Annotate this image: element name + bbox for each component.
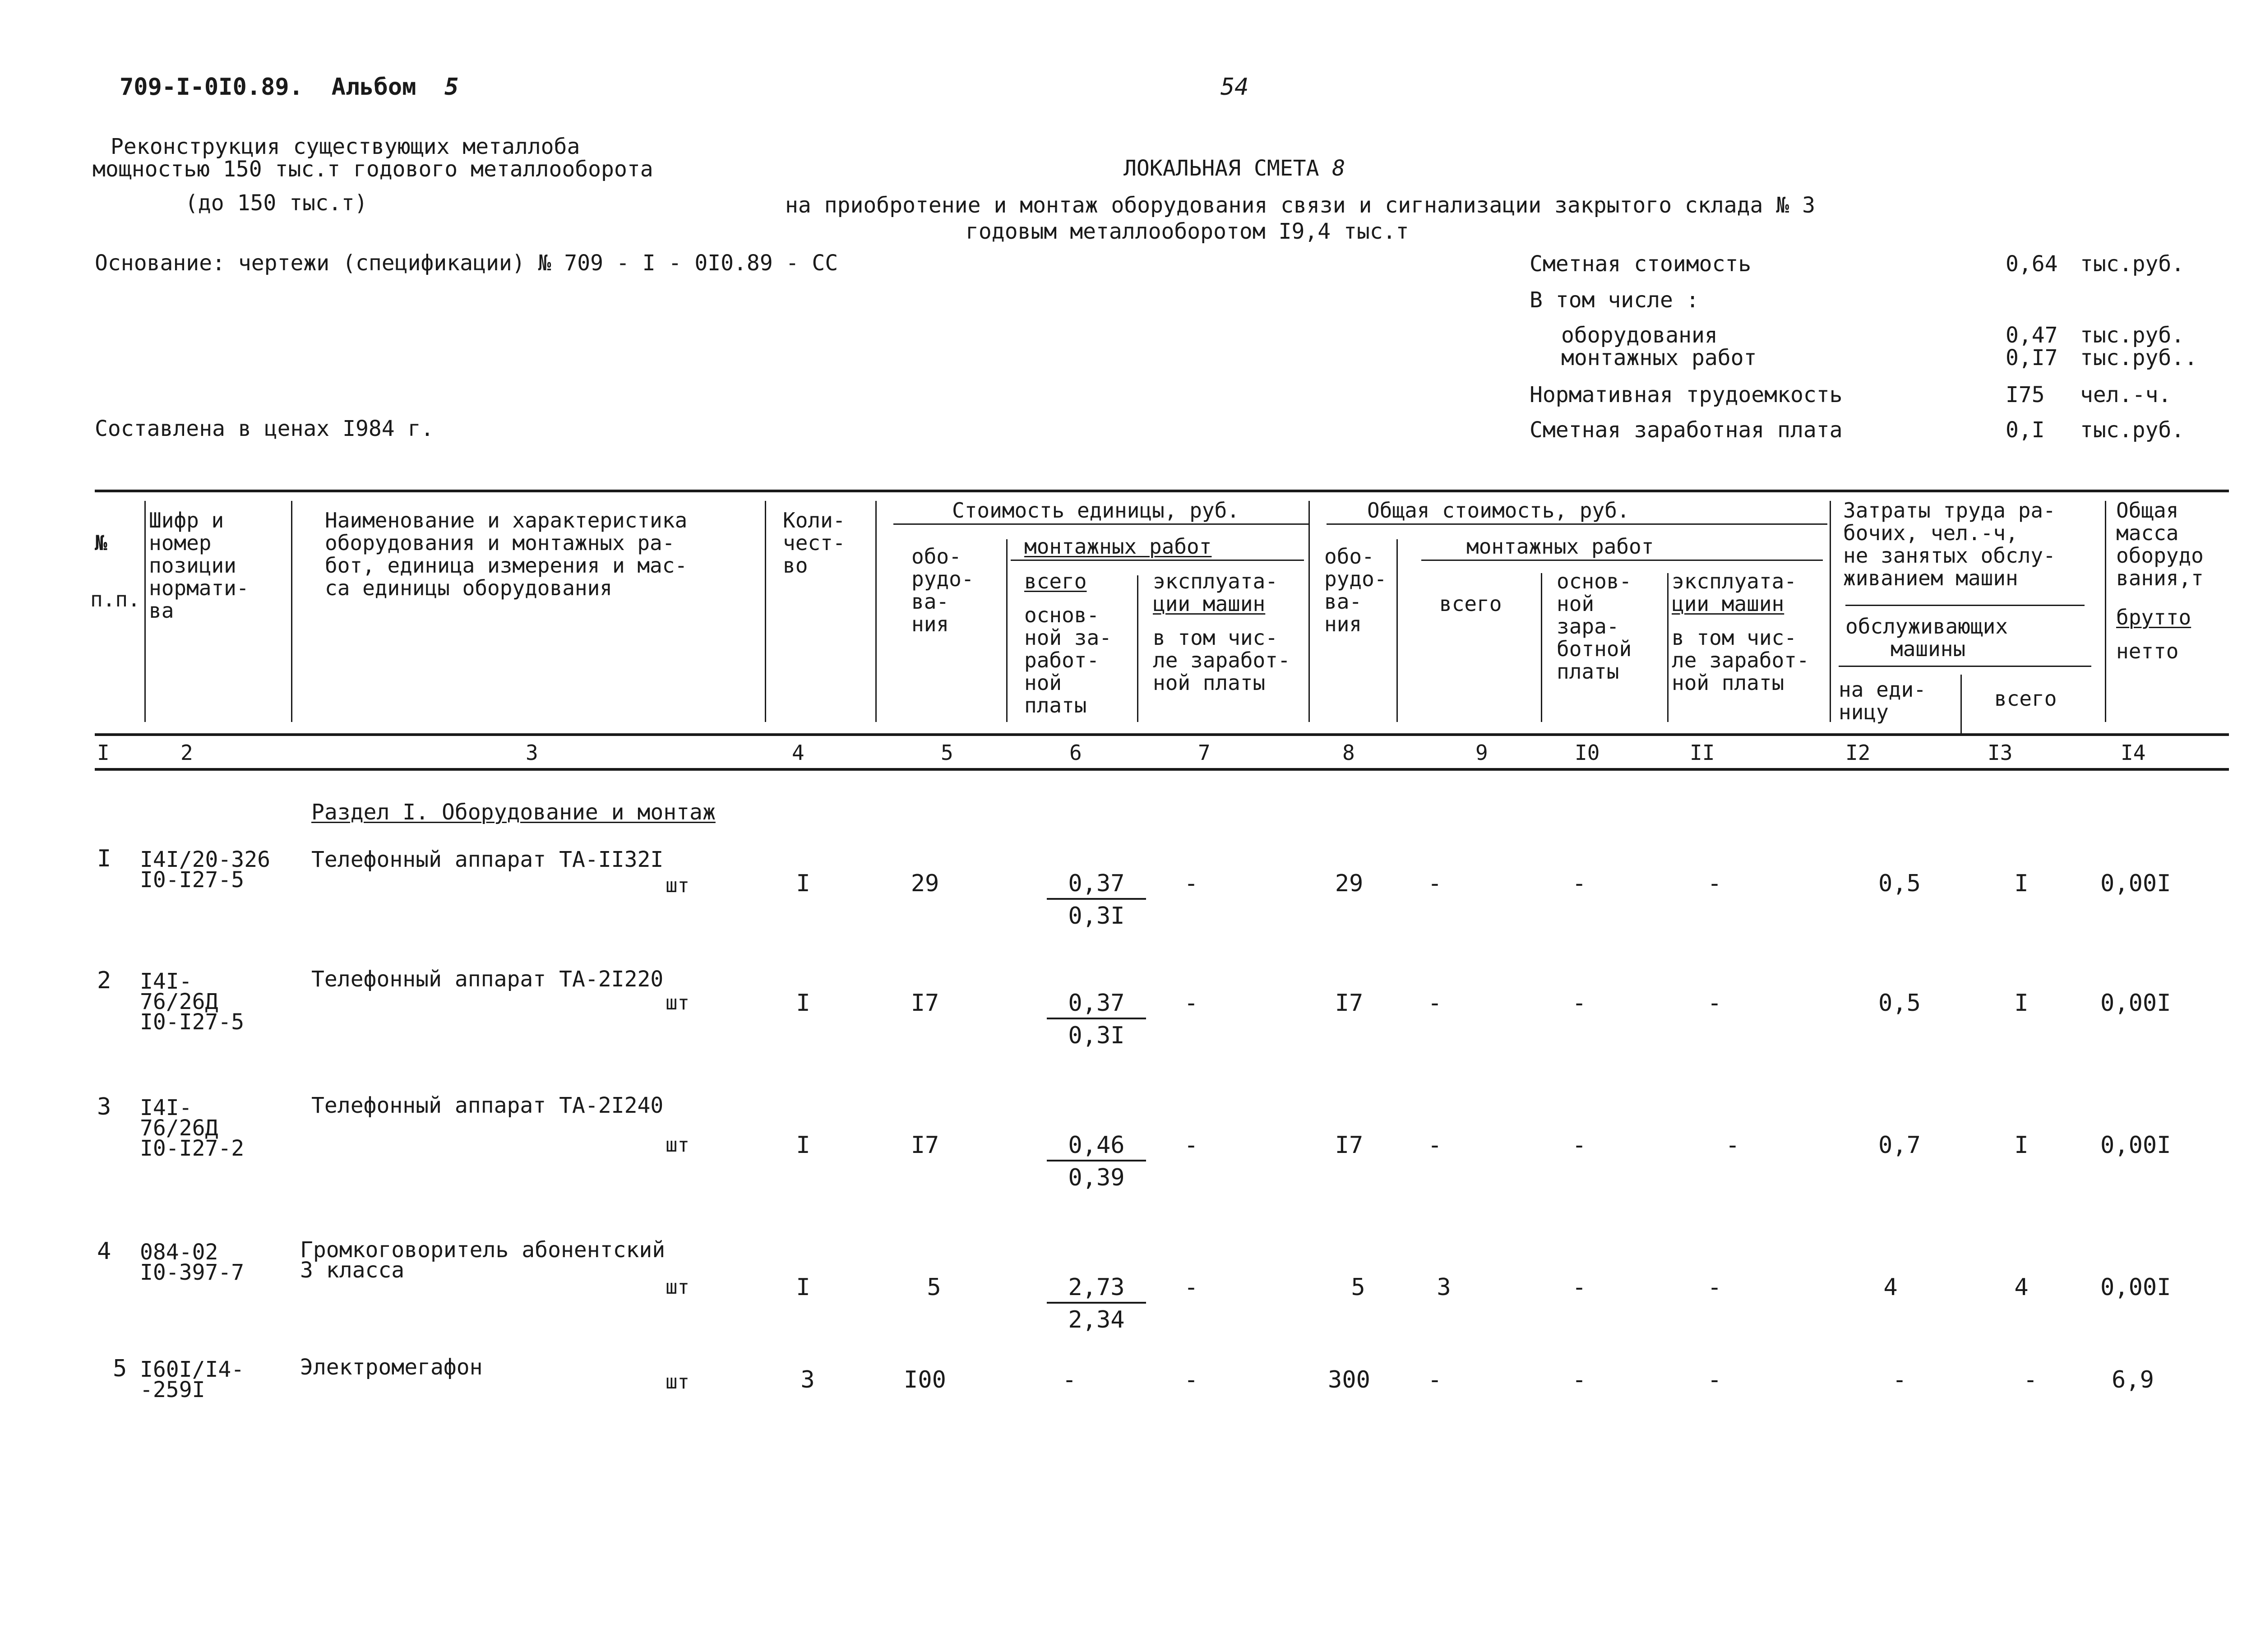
row-equip-cost: 5: [927, 1274, 941, 1301]
labor-value: I75: [2006, 382, 2045, 407]
row-code: -259I: [140, 1377, 205, 1402]
row-total-machine: -: [1707, 870, 1722, 897]
row-labor-per-unit: 0,7: [1878, 1132, 1921, 1159]
estimate-title: ЛОКАЛЬНАЯ СМЕТА 8: [1123, 156, 1345, 181]
install-total: 0,37: [1047, 871, 1146, 900]
installation-unit: тыс.руб..: [2080, 345, 2198, 370]
row-number: 5: [113, 1355, 127, 1382]
col-total-wage-label: зара-: [1557, 614, 1619, 639]
row-total-wage: -: [1572, 1132, 1586, 1159]
col-total-wage-label: ботной: [1557, 637, 1632, 661]
row-name: 3 класса: [300, 1258, 405, 1283]
col-code-label: Шифр и: [149, 508, 224, 532]
row-qty: I: [796, 1274, 810, 1301]
row-code: I0-397-7: [140, 1260, 245, 1285]
row-code: I4I-: [140, 1095, 192, 1120]
col-total-equip-label: ния: [1324, 612, 1362, 636]
row-name: Телефонный аппарат ТА-2I220: [311, 967, 664, 992]
col-number-label: №: [95, 531, 107, 555]
column-number: I: [97, 740, 110, 765]
row-install-cost: [1047, 1133, 1146, 1190]
row-total-equip: I7: [1335, 990, 1364, 1017]
row-qty: 3: [800, 1366, 815, 1393]
col-number-label: п.п.: [90, 587, 140, 611]
row-qty: I: [796, 990, 810, 1017]
col-basic-wage-label: платы: [1024, 693, 1087, 717]
col-equip-label: рудо-: [911, 567, 974, 591]
column-number: 2: [180, 740, 193, 765]
col-per-unit-label: на еди-: [1839, 677, 1926, 702]
row-labor-per-unit: 4: [1883, 1274, 1898, 1301]
row-total-all: -: [1428, 1366, 1442, 1393]
column-number: 9: [1475, 740, 1488, 765]
section-title: Раздел I. Оборудование и монтаж: [311, 800, 716, 825]
column-number: 3: [526, 740, 538, 765]
project-line-3: (до 150 тыс.т): [185, 190, 368, 216]
row-labor-total: I: [2014, 870, 2029, 897]
wage-label: Сметная заработная плата: [1530, 417, 1843, 443]
col-total-incl-label: ле заработ-: [1672, 648, 1809, 672]
page-number: 54: [1220, 74, 1249, 101]
row-labor-total: I: [2014, 1132, 2029, 1159]
col-qty-label: Коли-: [783, 508, 846, 532]
labor-cost-label: Затраты труда ра-: [1843, 498, 2056, 523]
row-total-equip: 300: [1328, 1366, 1370, 1393]
col-total-wage-label: ной: [1557, 592, 1595, 616]
total-install-label: монтажных работ: [1466, 534, 1654, 559]
column-number: II: [1690, 740, 1715, 765]
row-code: I0-I27-5: [140, 1009, 245, 1035]
prices-line: Составлена в ценах I984 г.: [95, 416, 434, 441]
doc-code: 709-I-0I0.89. Альбом 5: [120, 74, 459, 101]
column-number: 6: [1069, 740, 1082, 765]
col-total-machine-label: ции машин: [1672, 592, 1784, 616]
row-total-wage: -: [1572, 870, 1586, 897]
wage-value: 0,I: [2006, 417, 2045, 443]
equipment-label: оборудования: [1561, 323, 1718, 348]
install-wage: 2,34: [1068, 1306, 1125, 1333]
labor-unit: чел.-ч.: [2080, 382, 2172, 407]
install-wage: 0,3I: [1068, 902, 1125, 930]
column-divider: [1667, 573, 1669, 722]
row-number: I: [97, 845, 111, 872]
row-number: 3: [97, 1093, 111, 1120]
column-divider: [1396, 539, 1398, 722]
row-code: 084-02: [140, 1240, 218, 1265]
installation-label: монтажных работ: [1561, 345, 1757, 370]
row-install-cost: -: [1062, 1366, 1077, 1393]
column-number: I0: [1575, 740, 1600, 765]
servicing-label: обслуживающих: [1845, 614, 2008, 639]
row-install-cost: [1047, 990, 1146, 1048]
col-qty-label: чест-: [783, 531, 846, 555]
row-equip-cost: I7: [911, 990, 939, 1017]
labor-cost-label: живанием машин: [1843, 566, 2018, 590]
col-per-unit-label: ницу: [1839, 700, 1889, 724]
column-divider: [1830, 501, 1831, 722]
col-basic-wage-label: работ-: [1024, 648, 1100, 672]
row-mass: 0,00I: [2100, 990, 2171, 1017]
estimate-subtitle-2: годовым металлооборотом I9,4 тыс.т: [966, 219, 1409, 244]
col-mass-label: оборудо: [2116, 543, 2204, 568]
row-total-machine: -: [1707, 1274, 1722, 1301]
row-labor-total: 4: [2014, 1274, 2029, 1301]
equipment-value: 0,47: [2006, 323, 2058, 348]
col-equip-label: обо-: [911, 544, 962, 569]
row-machine-cost: -: [1184, 870, 1198, 897]
row-total-all: -: [1428, 870, 1442, 897]
row-qty: I: [796, 870, 810, 897]
col-code-label: нормати-: [149, 576, 249, 600]
group-rule: [1845, 605, 2085, 606]
col-incl-wage-label: ле заработ-: [1153, 648, 1290, 672]
col-net-label: нетто: [2116, 639, 2179, 663]
col-mass-label: Общая: [2116, 498, 2179, 523]
row-mass: 0,00I: [2100, 1132, 2171, 1159]
row-total-equip: 5: [1351, 1274, 1365, 1301]
row-unit: шт: [666, 1370, 689, 1393]
row-install-cost: [1047, 1275, 1146, 1333]
row-total-all: 3: [1437, 1274, 1451, 1301]
row-code: I0-I27-5: [140, 867, 245, 893]
col-gross-label: брутто: [2116, 605, 2191, 629]
estimate-subtitle-1: на приобротение и монтаж оборудования связи и сигнализации закрытого склада № 3: [785, 193, 1815, 218]
row-equip-cost: I00: [904, 1366, 946, 1393]
column-number: 4: [792, 740, 804, 765]
column-divider: [875, 501, 877, 722]
row-install-cost: [1047, 871, 1146, 929]
row-unit: шт: [666, 1276, 689, 1299]
cost-value: 0,64: [2006, 251, 2058, 277]
install-total: 2,73: [1047, 1275, 1146, 1304]
col-mass-label: вания,т: [2116, 566, 2204, 590]
cost-unit: тыс.руб.: [2080, 251, 2185, 277]
group-rule: [1839, 666, 2091, 667]
column-number: I4: [2121, 740, 2146, 765]
project-line-2: мощностью 150 тыс.т годового металлооборота: [92, 157, 653, 182]
unit-cost-label: Стоимость единицы, руб.: [952, 498, 1239, 523]
col-total-incl-label: ной платы: [1672, 671, 1784, 695]
row-total-all: -: [1428, 1132, 1442, 1159]
column-number: 7: [1198, 740, 1211, 765]
column-divider: [1960, 675, 1962, 736]
column-number-top-rule: [95, 733, 2229, 736]
install-total: 0,37: [1047, 990, 1146, 1019]
col-name-label: бот, единица измерения и мас-: [325, 553, 688, 578]
row-unit: шт: [666, 874, 689, 897]
row-name: Телефонный аппарат ТА-2I240: [311, 1093, 664, 1118]
group-rule: [1327, 523, 1827, 525]
row-number: 4: [97, 1238, 111, 1265]
col-equip-label: ния: [911, 612, 949, 636]
col-name-label: са единицы оборудования: [325, 576, 612, 600]
col-machine-label: эксплуата-: [1153, 569, 1278, 593]
column-number: I2: [1845, 740, 1871, 765]
col-total-incl-label: в том чис-: [1672, 625, 1797, 650]
row-labor-total: I: [2014, 990, 2029, 1017]
column-number: 8: [1342, 740, 1355, 765]
row-machine-cost: -: [1184, 1132, 1198, 1159]
col-incl-wage-label: в том чис-: [1153, 625, 1278, 650]
row-unit: шт: [666, 1134, 689, 1157]
col-basic-wage-label: ной: [1024, 671, 1062, 695]
col-labor-total-label: всего: [1994, 686, 2057, 711]
row-code: I0-I27-2: [140, 1136, 245, 1161]
col-qty-label: во: [783, 553, 808, 578]
row-total-wage: -: [1572, 990, 1586, 1017]
row-total-all: -: [1428, 990, 1442, 1017]
project-line-1: Реконструкция существующих металлоба: [111, 134, 580, 159]
install-wage: 0,3I: [1068, 1022, 1125, 1049]
row-code: 76/26Д: [140, 989, 218, 1014]
equipment-unit: тыс.руб.: [2080, 323, 2185, 348]
install-wage: 0,39: [1068, 1164, 1125, 1191]
col-code-label: ва: [149, 598, 174, 623]
col-name-label: Наименование и характеристика: [325, 508, 688, 532]
total-cost-label: Общая стоимость, руб.: [1367, 498, 1630, 523]
row-total-wage: -: [1572, 1366, 1586, 1393]
install-total: 0,46: [1047, 1133, 1146, 1161]
col-total-equip-label: рудо-: [1324, 567, 1387, 591]
column-number: 5: [941, 740, 953, 765]
wage-unit: тыс.руб.: [2080, 417, 2185, 443]
servicing-label: машины: [1891, 637, 1966, 661]
column-divider: [1308, 501, 1310, 722]
row-total-equip: 29: [1335, 870, 1364, 897]
row-labor-total: -: [2023, 1366, 2038, 1393]
row-name: Электромегафон: [300, 1355, 483, 1380]
column-number-bottom-rule: [95, 768, 2229, 771]
row-mass: 0,00I: [2100, 870, 2171, 897]
column-divider: [144, 501, 146, 722]
row-mass: 6,9: [2112, 1366, 2154, 1393]
column-divider: [2105, 501, 2106, 722]
col-total-equip-label: ва-: [1324, 589, 1362, 614]
col-mass-label: масса: [2116, 521, 2179, 545]
row-total-machine: -: [1725, 1132, 1740, 1159]
column-divider: [1137, 575, 1138, 722]
row-code: I60I/I4-: [140, 1357, 245, 1382]
col-total-all-label: всего: [1439, 592, 1502, 616]
row-code: 76/26Д: [140, 1115, 218, 1141]
including-label: В том числе :: [1530, 287, 1699, 313]
col-basic-wage-label: основ-: [1024, 603, 1100, 627]
col-name-label: оборудования и монтажных ра-: [325, 531, 675, 555]
table-top-rule: [95, 490, 2229, 492]
col-total-equip-label: обо-: [1324, 544, 1374, 569]
row-total-wage: -: [1572, 1274, 1586, 1301]
basis-line: Основание: чертежи (спецификации) № 709 - I - 0I0.89 - СС: [95, 250, 838, 276]
group-rule: [1421, 560, 1823, 561]
row-qty: I: [796, 1132, 810, 1159]
row-machine-cost: -: [1184, 990, 1198, 1017]
row-machine-cost: -: [1184, 1274, 1198, 1301]
group-rule: [893, 523, 1308, 525]
col-total-wage-label: платы: [1557, 659, 1619, 684]
col-basic-wage-label: ной за-: [1024, 625, 1112, 650]
row-machine-cost: -: [1184, 1366, 1198, 1393]
col-machine-label: ции машин: [1153, 592, 1266, 616]
col-code-label: позиции: [149, 553, 236, 578]
row-labor-per-unit: 0,5: [1878, 870, 1921, 897]
labor-label: Нормативная трудоемкость: [1530, 382, 1843, 407]
col-all-label: всего: [1024, 569, 1087, 593]
row-total-machine: -: [1707, 1366, 1722, 1393]
installation-value: 0,I7: [2006, 345, 2058, 370]
column-divider: [765, 501, 766, 722]
col-code-label: номер: [149, 531, 212, 555]
col-incl-wage-label: ной платы: [1153, 671, 1266, 695]
labor-cost-label: не занятых обслу-: [1843, 543, 2056, 568]
row-mass: 0,00I: [2100, 1274, 2171, 1301]
row-total-machine: -: [1707, 990, 1722, 1017]
column-divider: [1006, 539, 1008, 722]
column-number: I3: [1988, 740, 2013, 765]
row-name: Телефонный аппарат ТА-II32I: [311, 847, 664, 872]
cost-label: Сметная стоимость: [1530, 251, 1752, 277]
row-total-equip: I7: [1335, 1132, 1364, 1159]
column-divider: [1541, 573, 1542, 722]
group-rule: [1011, 560, 1304, 561]
install-works-label: монтажных работ: [1024, 534, 1212, 559]
row-equip-cost: 29: [911, 870, 939, 897]
col-total-machine-label: эксплуата-: [1672, 569, 1797, 593]
row-labor-per-unit: 0,5: [1878, 990, 1921, 1017]
column-divider: [291, 501, 292, 722]
col-total-wage-label: основ-: [1557, 569, 1632, 593]
labor-cost-label: бочих, чел.-ч,: [1843, 521, 2018, 545]
row-unit: шт: [666, 991, 689, 1014]
row-equip-cost: I7: [911, 1132, 939, 1159]
row-code: I4I/20-326: [140, 847, 270, 872]
col-equip-label: ва-: [911, 589, 949, 614]
row-number: 2: [97, 967, 111, 994]
row-labor-per-unit: -: [1892, 1366, 1907, 1393]
row-name: Громкоговоритель абонентский: [300, 1237, 666, 1263]
row-code: I4I-: [140, 969, 192, 994]
